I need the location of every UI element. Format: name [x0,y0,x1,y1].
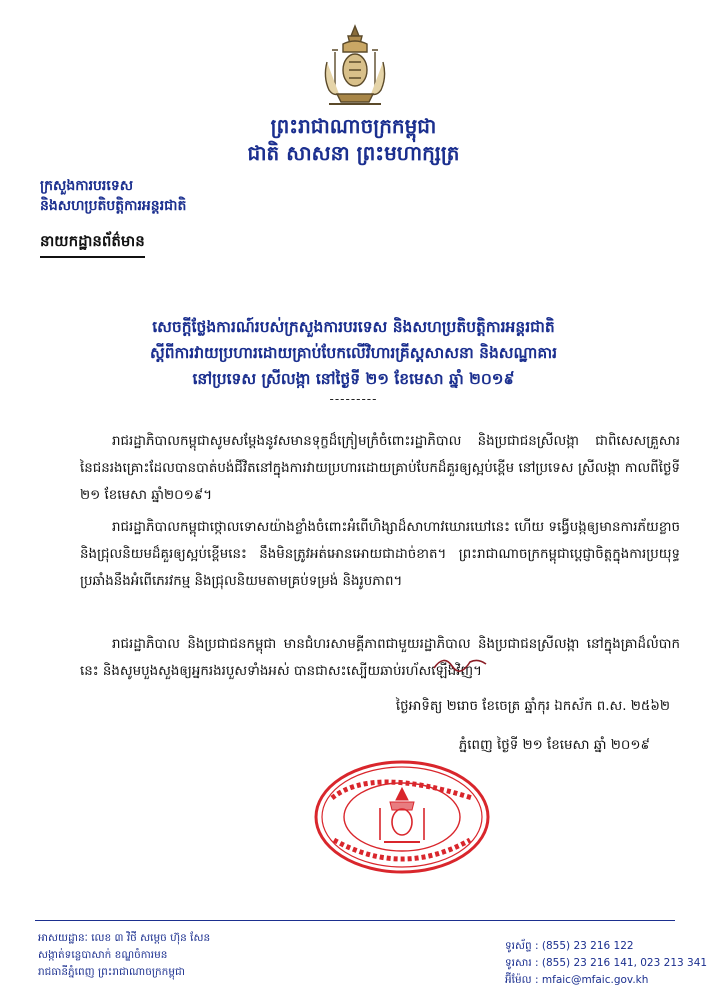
address-line-1: អាសយដ្ឋានៈ លេខ ៣ វិថី សម្តេច ហ៊ុន សែន [38,932,211,944]
national-motto: ជាតិ សាសនា ព្រះមហាក្សត្រ [247,141,460,165]
ministry-name-line1: ក្រសួងការបរទេស [40,178,134,194]
footer-divider [35,920,675,921]
title-separator: --------- [329,392,378,406]
department-name: នាយកដ្ឋានព័ត៌មាន [40,232,145,258]
body-paragraph-1: រាជរដ្ឋាភិបាលកម្ពុជាសូមសម្តែងនូវសមានទុក្ខដ៏ក្រៀមក្រំចំពោះរដ្ឋាភិបាល និងប្រជាជនស្រីលង្កា ជាពិសេសគ្រួសារនៃជនរងគ្រោះដែលបានបាត់បង់ជីវិតនៅក្នុងការវាយប្រហារដោយគ្រាប់បែកដ៏គួរឲ្យស្អប់ខ្ពើម នៅប្រទេស ស្រីលង្កា កាលពីថ្ងៃទី ២១ ខែមេសា ឆ្នាំ២០១៩។ [80,434,680,503]
ministry-name-line2: និងសហប្រតិបត្តិការអន្តរជាតិ [40,198,187,214]
statement-title-line3: នៅប្រទេស ស្រីលង្កា នៅថ្ងៃទី ២១ ខែមេសា ឆ្នាំ ២០១៩ [192,370,515,388]
fax-label: ទូរសារ : [505,957,539,969]
royal-emblem-icon [315,22,395,110]
statement-title-line2: ស្តីពីការវាយប្រហារដោយគ្រាប់បែកលើវិហារគ្រីស្តសាសនា និងសណ្ឋាគារ [149,344,558,362]
phone-label: ទូរស័ព្ទ : [505,940,539,952]
address-line-2: សង្កាត់ទន្លេបាសាក់ ខណ្ឌចំការមន [38,949,168,961]
email-address[interactable]: mfaic@mfaic.gov.kh [541,974,649,986]
body-paragraph-3: រាជរដ្ឋាភិបាល និងប្រជាជនកម្ពុជា មានជំហរសាមគ្គីភាពជាមួយរដ្ឋាភិបាល និងប្រជាជនស្រីលង្កា នៅក្នុងគ្រាដ៏លំបាកនេះ និងសូមបួងសួងឲ្យអ្នករងរបួសទាំងអស់ បានជាសះស្បើយឆាប់រហ័សឡើងវិញ។ [80,637,680,679]
kingdom-name: ព្រះរាជាណាចក្រកម្ពុជា [270,114,437,138]
solar-date: ភ្នំពេញ ថ្ងៃទី ២១ ខែមេសា ឆ្នាំ ២០១៩ [458,738,650,753]
email-label: អ៊ីម៉ែល : [505,974,539,986]
footer-contact [505,938,707,989]
fax-row [505,955,707,972]
fax-number: (855) 23 216 141, 023 213 341 [541,957,707,969]
phone-row [505,938,707,955]
footer-address [38,930,210,981]
statement-title-line1: សេចក្តីថ្លែងការណ៍របស់ក្រសួងការបរទេស និងសហប្រតិបត្តិការអន្តរជាតិ [152,318,555,336]
phone-number: (855) 23 216 122 [541,940,634,952]
email-row [505,972,707,989]
body-paragraph-2: រាជរដ្ឋាភិបាលកម្ពុជាថ្កោលទោសយ៉ាងខ្លាំងចំពោះអំពើហិង្សាដ៏សាហាវឃោរឃៅនេះ ហើយ ទង្វើបង្កឲ្យមានការភ័យខ្លាច និងជ្រុលនិយមដ៏គួរឲ្យស្អប់ខ្ពើមនេះ នឹងមិនត្រូវអត់អោនអោយជាដាច់ខាត។ ព្រះរាជាណាចក្រកម្ពុជាប្តេជ្ញាចិត្តក្នុងការប្រយុទ្ធប្រឆាំងនឹងអំពើភេរវកម្ម និងជ្រុលនិយមតាមគ្រប់ទម្រង់ និងរូបភាព។ [80,520,680,589]
signature-mark [430,650,490,675]
official-seal-icon [312,758,492,876]
lunar-date: ថ្ងៃអាទិត្យ ២រោច ខែចេត្រ ឆ្នាំកុរ ឯកស័ក ព.ស. ២៥៦២ [395,699,670,714]
address-line-3: រាជធានីភ្នំពេញ ព្រះរាជាណាចក្រកម្ពុជា [38,966,185,978]
